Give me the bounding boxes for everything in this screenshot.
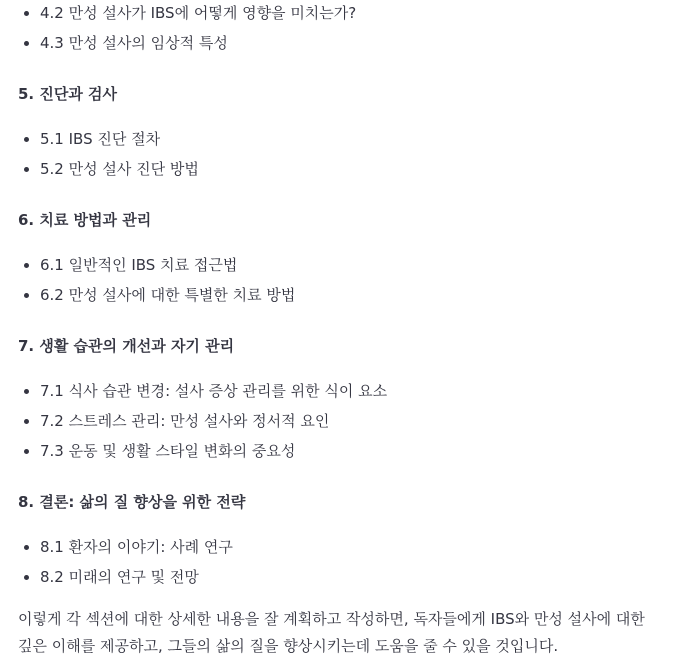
list-item bbox=[18, 154, 677, 184]
list-item-text: 4.2 만성 설사가 IBS에 어떻게 영향을 미치는가? bbox=[40, 4, 357, 22]
bullet bbox=[24, 545, 29, 550]
bullet bbox=[24, 167, 29, 172]
bullet bbox=[24, 419, 29, 424]
bullet bbox=[24, 263, 29, 268]
list-item-text: 6.2 만성 설사에 대한 특별한 치료 방법 bbox=[40, 286, 296, 304]
list-item-text: 6.1 일반적인 IBS 치료 접근법 bbox=[40, 256, 238, 274]
list-item bbox=[18, 376, 677, 406]
bullet bbox=[24, 11, 29, 16]
list-item bbox=[18, 250, 677, 280]
section-heading-7: 7. 생활 습관의 개선과 자기 관리 bbox=[18, 337, 235, 355]
section-8-list bbox=[18, 532, 677, 592]
list-item-text: 7.1 식사 습관 변경: 설사 증상 관리를 위한 식이 요소 bbox=[40, 382, 388, 400]
list-item bbox=[18, 436, 677, 466]
list-item-text: 5.1 IBS 진단 절차 bbox=[40, 130, 161, 148]
list-item-text: 4.3 만성 설사의 임상적 특성 bbox=[40, 34, 228, 52]
list-item bbox=[18, 280, 677, 310]
bullet bbox=[24, 575, 29, 580]
bullet bbox=[24, 449, 29, 454]
list-item bbox=[18, 406, 677, 436]
list-item-text: 8.2 미래의 연구 및 전망 bbox=[40, 568, 199, 586]
bullet bbox=[24, 293, 29, 298]
list-item bbox=[18, 562, 677, 592]
section-heading-8: 8. 결론: 삶의 질 향상을 위한 전략 bbox=[18, 493, 246, 511]
bullet bbox=[24, 389, 29, 394]
closing-paragraph: 이렇게 각 섹션에 대한 상세한 내용을 잘 계획하고 작성하면, 독자들에게 IBS와 만성 설사에 대한 깊은 이해를 제공하고, 그들의 삶의 질을 향상시키는데 도움을 줄 수 있을 것입니다. bbox=[18, 610, 645, 655]
list-item-text: 5.2 만성 설사 진단 방법 bbox=[40, 160, 199, 178]
bullet bbox=[24, 41, 29, 46]
section-heading-6: 6. 치료 방법과 관리 bbox=[18, 211, 152, 229]
section-6-list bbox=[18, 250, 677, 310]
list-item bbox=[18, 28, 677, 58]
list-item-text: 8.1 환자의 이야기: 사례 연구 bbox=[40, 538, 233, 556]
section-heading-5: 5. 진단과 검사 bbox=[18, 85, 118, 103]
list-item bbox=[18, 532, 677, 562]
section-7-list bbox=[18, 376, 677, 466]
list-item bbox=[18, 124, 677, 154]
list-item bbox=[18, 0, 677, 28]
section-5-list bbox=[18, 124, 677, 184]
list-item-text: 7.3 운동 및 생활 스타일 변화의 중요성 bbox=[40, 442, 296, 460]
list-item-text: 7.2 스트레스 관리: 만성 설사와 정서적 요인 bbox=[40, 412, 330, 430]
top-list bbox=[18, 0, 677, 58]
bullet bbox=[24, 137, 29, 142]
